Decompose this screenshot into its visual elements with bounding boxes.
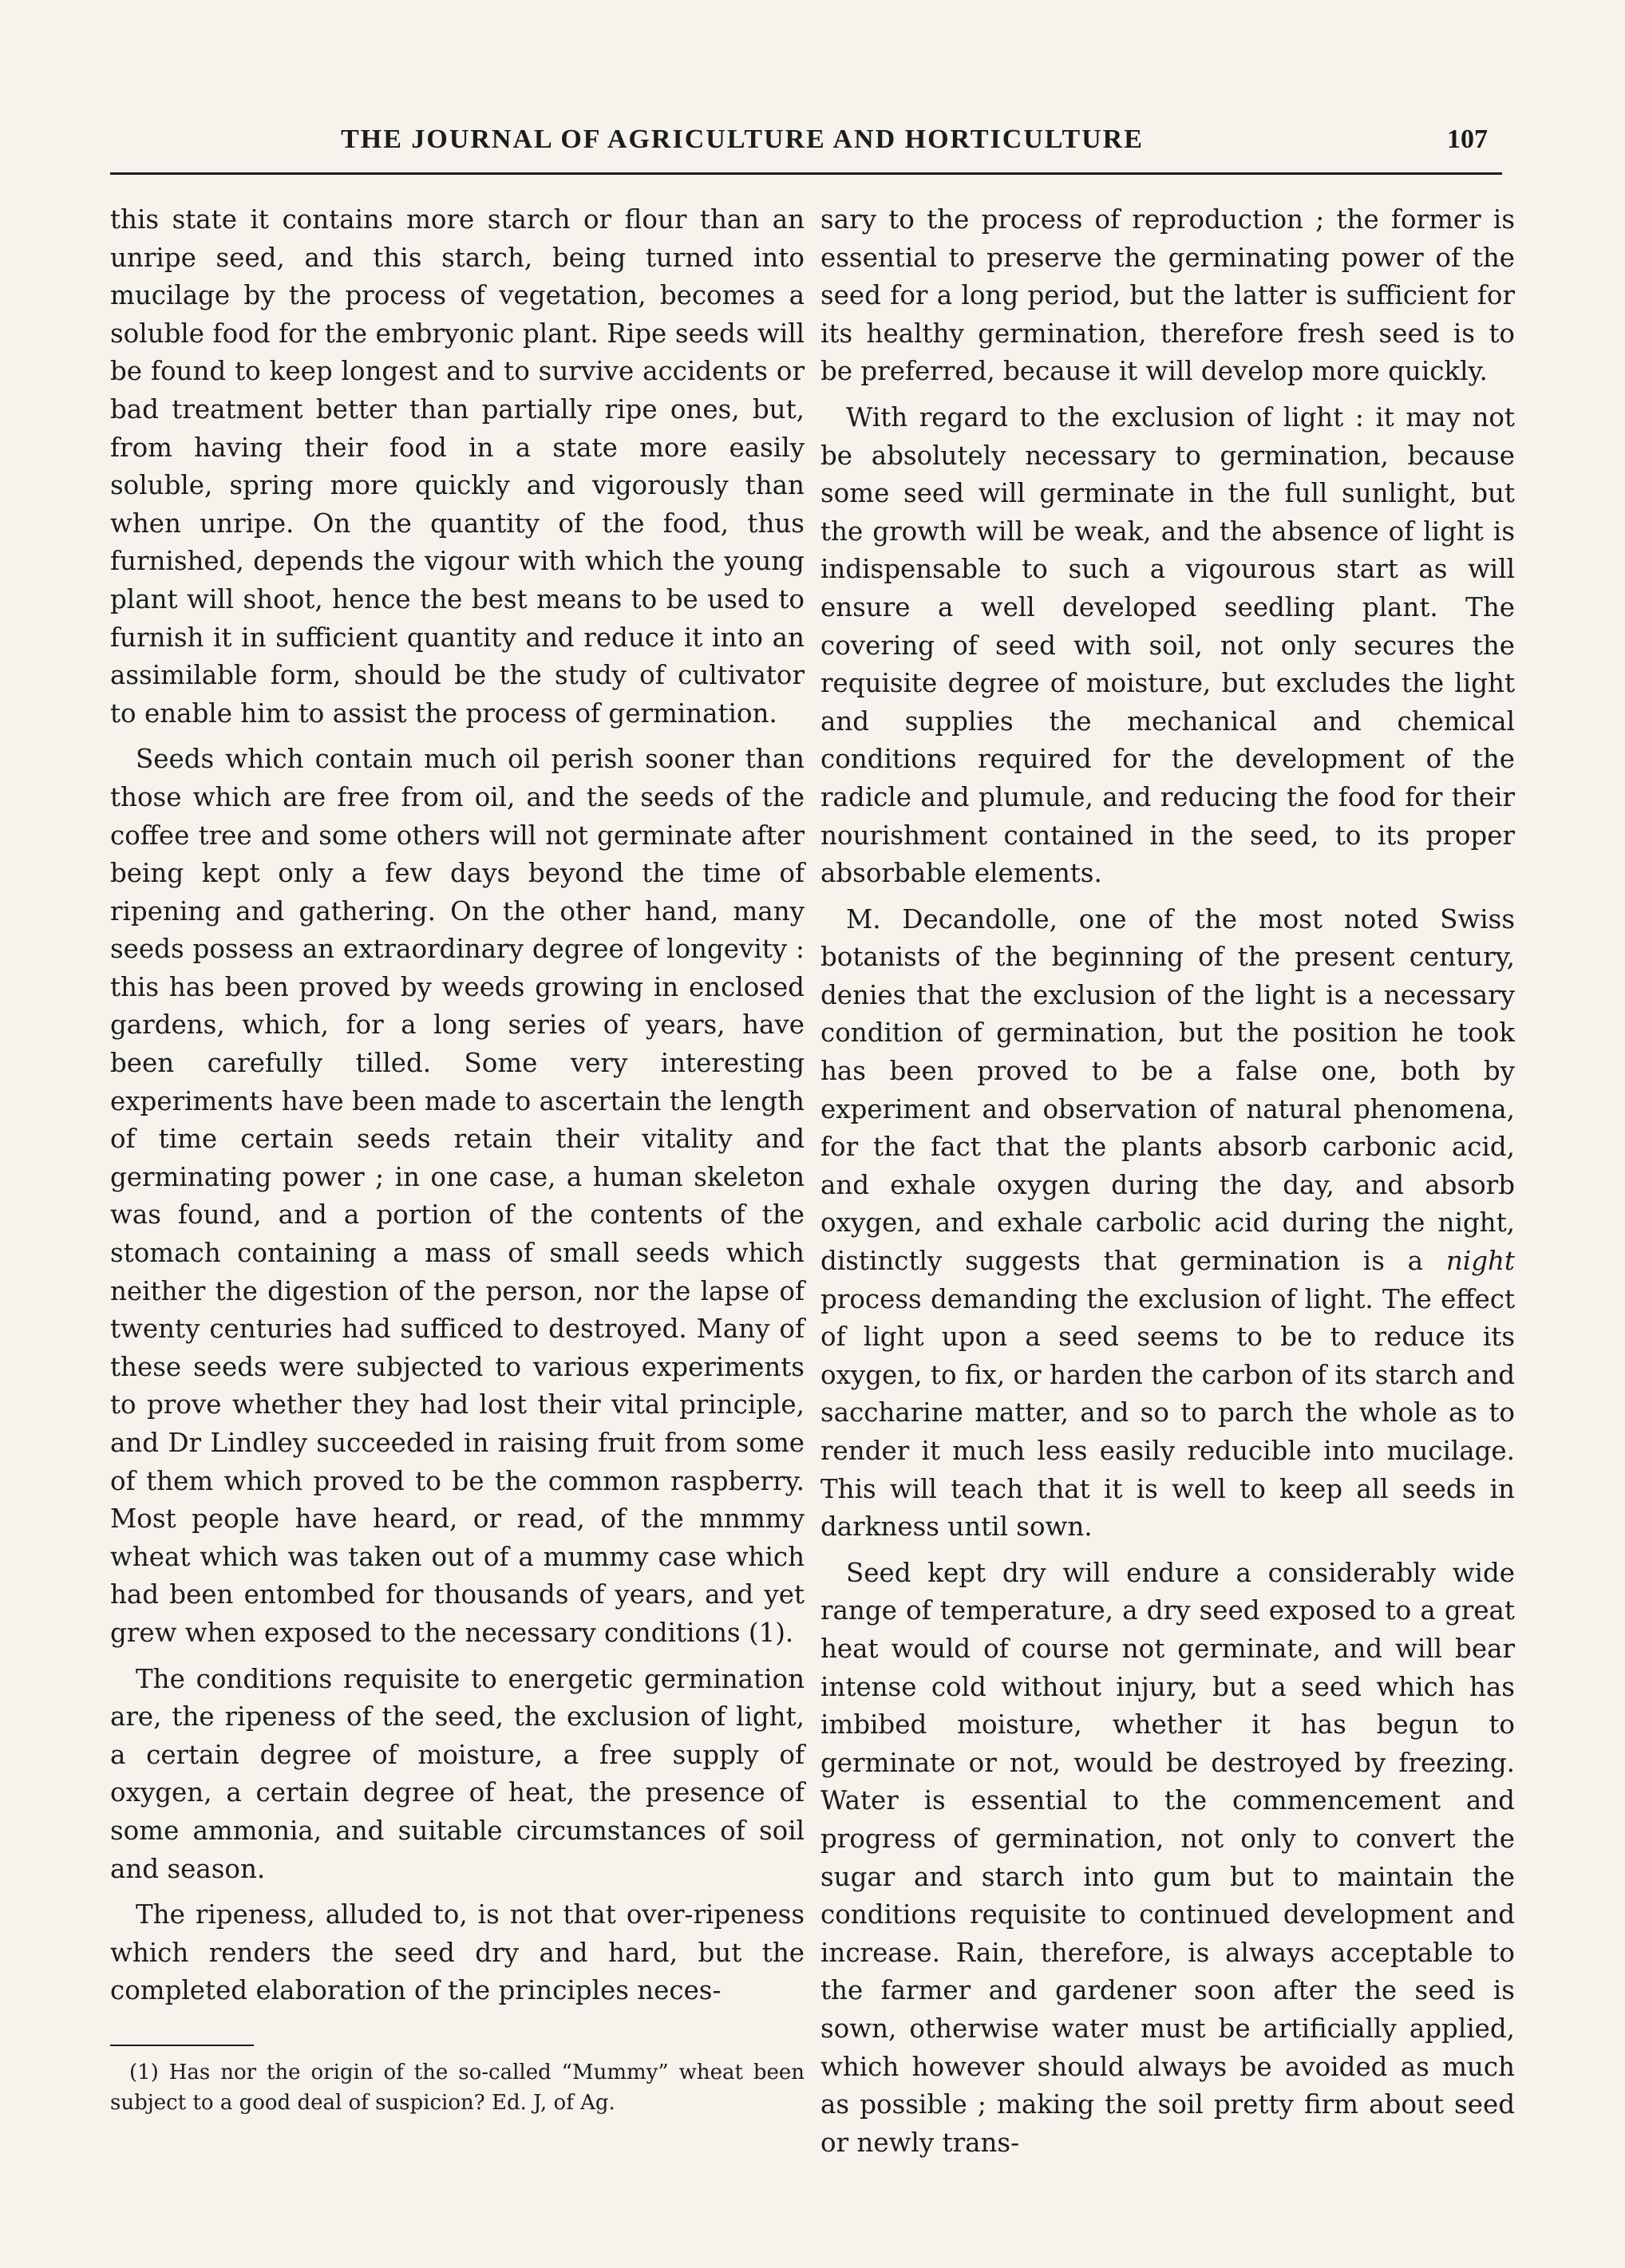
journal-title: THE JOURNAL OF AGRICULTURE AND HORTICULTURE <box>341 124 1144 154</box>
right-paragraph-2: With regard to the exclusion of light : it may not be absolutely necessary to germination, because some seed will germinate in the full sunlight, but the growth will be weak, and the absence of light is indispensable to such a vigourous start as will ensure a well developed seedling plant. The covering of seed with soil, not only secures the requisite degree of moisture, but excludes the light and supplies the mechanical and chemical conditions required for the development of the radicle and plumule, and reducing the food for their nourishment contained in the seed, to its proper absorbable elements. <box>820 401 1515 889</box>
page-number: 107 <box>1447 124 1488 154</box>
right-column <box>820 201 1515 2170</box>
left-paragraph-4: The ripeness, alluded to, is not that over-ripeness which renders the seed dry and hard, but the completed elaboration of the principles neces- <box>110 1899 805 2006</box>
right-paragraph-4: Seed kept dry will endure a considerably wide range of temperature, a dry seed exposed to a great heat would of course not germinate, and will bear intense cold without injury, but a seed which has imbibed moisture, whether it has begun to germinate or not, would be destroyed by freezing. Water is essential to the commencement and progress of germination, not only to convert the sugar and starch into gum but to maintain the conditions requisite to continued development and increase. Rain, therefore, is always acceptable to the farmer and gardener soon after the seed is sown, otherwise water must be artificially applied, which however should always be avoided as much as possible ; making the soil pretty firm about seed or newly trans- <box>820 1557 1515 2158</box>
footnote-rule <box>110 2045 254 2046</box>
right-paragraph-1: sary to the process of reproduction ; the former is essential to preserve the germinating power of the seed for a long period, but the latter is sufficient for its healthy germination, therefore fresh seed is to be preferred, because it will develop more quickly. <box>820 204 1515 387</box>
footnote-text: (1) Has nor the origin of the so-called “Mummy” wheat been subject to a good deal of suspicion? Ed. J, of Ag. <box>110 2061 805 2115</box>
left-paragraph-3: The conditions requisite to energetic germination are, the ripeness of the seed, the exclusion of light, a certain degree of moisture, a free supply of oxygen, a certain degree of heat, the presence of some ammonia, and suitable circumstances of soil and season. <box>110 1663 805 1884</box>
header-rule <box>110 172 1502 175</box>
left-paragraph-2: Seeds which contain much oil perish sooner than those which are free from oil, and the seeds of the coffee tree and some others will not germinate after being kept only a few days beyond the time of ripening and gathering. On the other hand, many seeds possess an extraordinary degree of longevity : this has been proved by weeds growing in enclosed gardens, which, for a long series of years, have been carefully tilled. Some very interesting experiments have been made to ascertain the length of time certain seeds retain their vitality and germinating power ; in one case, a human skeleton was found, and a portion of the contents of the stomach containing a mass of small seeds which neither the digestion of the person, nor the lapse of twenty centuries had sufficed to destroyed. Many of these seeds were subjected to various experiments to prove whether they had lost their vital principle, and Dr Lindley succeeded in raising fruit from some of them which proved to be the common raspberry. Most people have heard, or read, of the mnmmy wheat which was taken out of a mummy case which had been entombed for thousands of years, and yet grew when exposed to the necessary conditions (1). <box>110 744 805 1648</box>
right-paragraph-3-start: M. Decandolle, one of the most noted Swiss botanists of the beginning of the present century, denies that the exclusion of the light is a necessary condition of germination, but the position he took has been proved to be a false one, both by experiment and observation of natural phenomena, for the fact that the plants absorb carbonic acid, and exhale oxygen during the day, and absorb oxygen, and exhale carbolic acid during the night, distinctly suggests that germination is a <box>820 903 1515 1277</box>
running-header <box>110 118 1502 166</box>
left-column <box>110 201 805 2018</box>
left-paragraph-1: this state it contains more starch or flour than an unripe seed, and this starch, being turned into mucilage by the process of vegetation, becomes a soluble food for the embryonic plant. Ripe seeds will be found to keep longest and to survive accidents or bad treatment better than partially ripe ones, but, from having their food in a state more easily soluble, spring more quickly and vigorously than when unripe. On the quantity of the food, thus furnished, depends the vigour with which the young plant will shoot, hence the best means to be used to furnish it in sufficient quantity and reduce it into an assimilable form, should be the study of cultivator to enable him to assist the process of germination. <box>110 204 805 729</box>
footnote <box>110 2057 805 2118</box>
right-paragraph-3 <box>820 901 1515 1547</box>
night-emphasis: night <box>1445 1246 1515 1277</box>
right-paragraph-3-end: process demanding the exclusion of light. The effect of light upon a seed seems to be to reduce its oxygen, to fix, or harden the carbon of its starch and saccharine matter, and so to parch the whole as to render it much less easily reducible into mucilage. This will teach that it is well to keep all seeds in darkness until sown. <box>820 1283 1516 1543</box>
